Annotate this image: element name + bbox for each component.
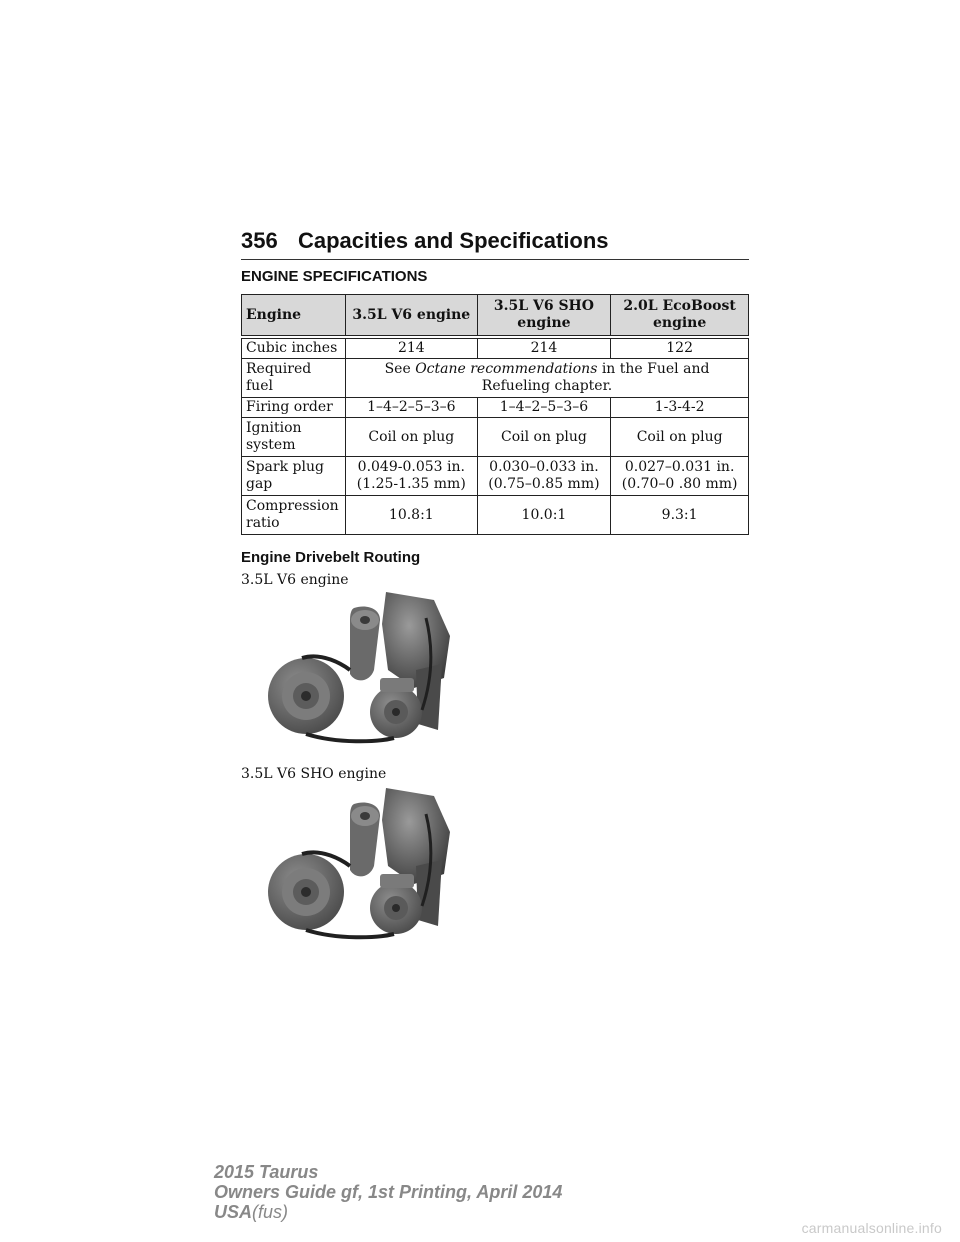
drivebelt-routing-diagram-icon — [266, 786, 456, 946]
page-header — [241, 228, 749, 258]
footer-edition: Owners Guide gf, 1st Printing, April 2014 — [214, 1182, 563, 1202]
diagram-label: 3.5L V6 engine — [241, 572, 349, 588]
page-number: 356 — [241, 228, 278, 253]
table-cell: Coil on plug — [477, 418, 611, 457]
table-cell: 214 — [345, 339, 477, 359]
watermark: carmanualsonline.info — [801, 1220, 942, 1236]
table-row — [242, 398, 749, 418]
footer-market — [214, 1202, 562, 1222]
table-row — [242, 359, 749, 398]
engine-spec-table — [241, 294, 749, 535]
column-header: 2.0L EcoBoost engine — [611, 295, 749, 336]
row-label: Compression ratio — [242, 496, 346, 535]
table-cell: 10.0:1 — [477, 496, 611, 535]
drivebelt-heading: Engine Drivebelt Routing — [241, 549, 421, 566]
table-cell: 10.8:1 — [345, 496, 477, 535]
section-heading: ENGINE SPECIFICATIONS — [241, 268, 428, 285]
table-cell: 9.3:1 — [611, 496, 749, 535]
fuel-prefix: See — [384, 361, 416, 377]
table-cell: Coil on plug — [611, 418, 749, 457]
table-cell: 0.030–0.033 in. (0.75–0.85 mm) — [477, 457, 611, 496]
fuel-suffix: in the Fuel and Refueling chapter. — [481, 361, 710, 394]
drivebelt-routing-diagram-icon — [266, 590, 456, 750]
table-row — [242, 418, 749, 457]
diagram-label: 3.5L V6 SHO engine — [241, 766, 387, 782]
table-cell: 1–4–2–5–3–6 — [345, 398, 477, 418]
table-cell: 122 — [611, 339, 749, 359]
table-cell: Coil on plug — [345, 418, 477, 457]
table-row — [242, 339, 749, 359]
table-cell: 0.049-0.053 in. (1.25-1.35 mm) — [345, 457, 477, 496]
fuel-reference: Octane recommendations — [415, 361, 598, 377]
row-label: Cubic inches — [242, 339, 346, 359]
table-cell — [345, 359, 748, 398]
table-cell: 1-3-4-2 — [611, 398, 749, 418]
table-row — [242, 496, 749, 535]
chapter-title: Capacities and Specifications — [298, 228, 609, 253]
row-label: Spark plug gap — [242, 457, 346, 496]
table-cell: 1–4–2–5–3–6 — [477, 398, 611, 418]
row-label: Ignition system — [242, 418, 346, 457]
table-cell: 0.027–0.031 in. (0.70–0 .80 mm) — [611, 457, 749, 496]
table-row — [242, 457, 749, 496]
table-header-row — [242, 295, 749, 336]
column-header: 3.5L V6 SHO engine — [477, 295, 611, 336]
footer-model: 2015 Taurus — [214, 1162, 319, 1182]
row-label: Required fuel — [242, 359, 346, 398]
table-cell: 214 — [477, 339, 611, 359]
page-footer — [214, 1162, 562, 1222]
column-header: Engine — [242, 295, 346, 336]
row-label: Firing order — [242, 398, 346, 418]
column-header: 3.5L V6 engine — [345, 295, 477, 336]
footer-market-code: USA — [214, 1202, 253, 1222]
footer-market-suffix: (fus) — [252, 1202, 289, 1222]
header-divider — [241, 259, 749, 260]
